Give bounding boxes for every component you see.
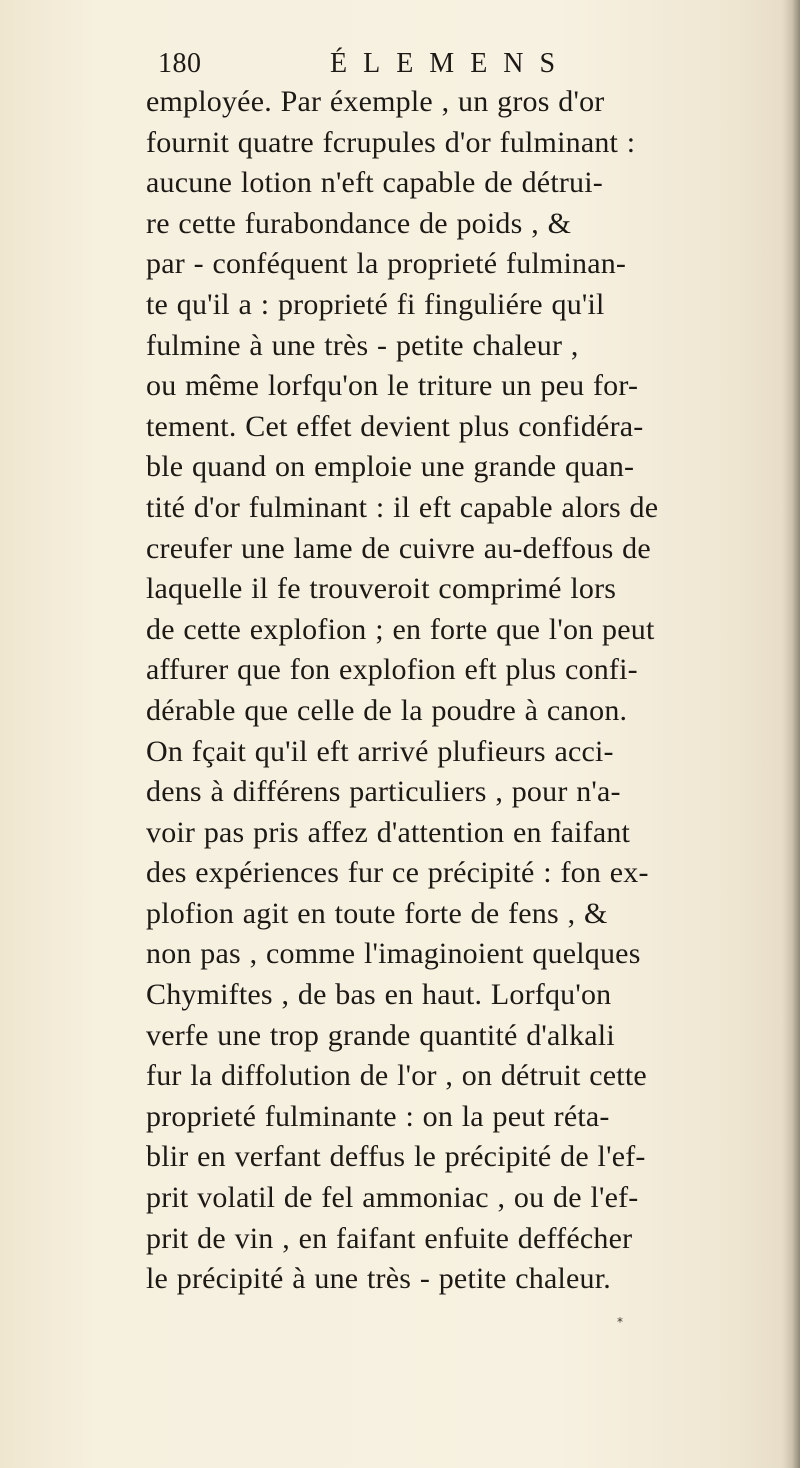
text-line: employée. Par éxemple , un gros d'or — [146, 85, 605, 118]
text-line: tité d'or fulminant : il eft capable alors de — [146, 490, 659, 524]
text-line: Chymiftes , de bas en haut. Lorfqu'on — [146, 978, 612, 1012]
text-line: plofion agit en toute forte de fens , & — [146, 896, 608, 930]
text-line: non pas , comme l'imaginoient quelques — [146, 937, 641, 971]
text-line: On fçait qu'il eft arrivé plufieurs acci- — [146, 734, 614, 768]
text-line: proprieté fulminante : on la peut réta- — [146, 1099, 610, 1133]
text-line: dérable que celle de la poudre à canon. — [146, 693, 628, 727]
page-number: 180 — [158, 48, 202, 79]
text-line: prit volatil de fel ammoniac , ou de l'ef- — [146, 1181, 639, 1215]
text-line: laquelle il fe trouveroit comprimé lors — [146, 572, 617, 606]
text-line: fournit quatre fcrupules d'or fulminant : — [146, 125, 636, 159]
text-line: verfe une trop grande quantité d'alkali — [146, 1018, 615, 1052]
text-line: blir en verfant deffus le précipité de l'ef- — [146, 1140, 646, 1174]
text-line: le précipité à une très - petite chaleur. — [146, 1262, 611, 1296]
text-line: ou même lorfqu'on le triture un peu for- — [146, 369, 639, 403]
text-line: affurer que fon explofion eft plus confi- — [146, 653, 638, 687]
body-text — [146, 82, 761, 1300]
page-header — [158, 44, 758, 84]
text-line: te qu'il a : proprieté fi finguliére qu'il — [146, 287, 605, 321]
text-line: de cette explofion ; en forte que l'on peut — [146, 612, 655, 646]
text-line: ble quand on emploie une grande quan- — [146, 450, 635, 484]
text-line: fur la diffolution de l'or , on détruit cette — [146, 1059, 647, 1093]
text-line: re cette furabondance de poids , & — [146, 206, 572, 240]
text-line: par - conféquent la proprieté fulminan- — [146, 247, 627, 281]
footer-mark: * — [617, 1315, 623, 1329]
text-line: fulmine à une très - petite chaleur , — [146, 328, 579, 362]
text-line: dens à différens particuliers , pour n'a- — [146, 775, 621, 809]
text-line: aucune lotion n'eft capable de détrui- — [146, 166, 603, 200]
text-line: tement. Cet effet devient plus confidéra- — [146, 409, 644, 443]
text-line: voir pas pris affez d'attention en faifant — [146, 815, 631, 849]
text-line: des expériences fur ce précipité : fon ex- — [146, 856, 649, 890]
text-line: creufer une lame de cuivre au-deffous de — [146, 531, 651, 565]
page-edge-shadow — [782, 0, 800, 1468]
running-title: ÉLEMENS — [330, 48, 572, 79]
text-line: prit de vin , en faifant enfuite deffécher — [146, 1221, 633, 1255]
